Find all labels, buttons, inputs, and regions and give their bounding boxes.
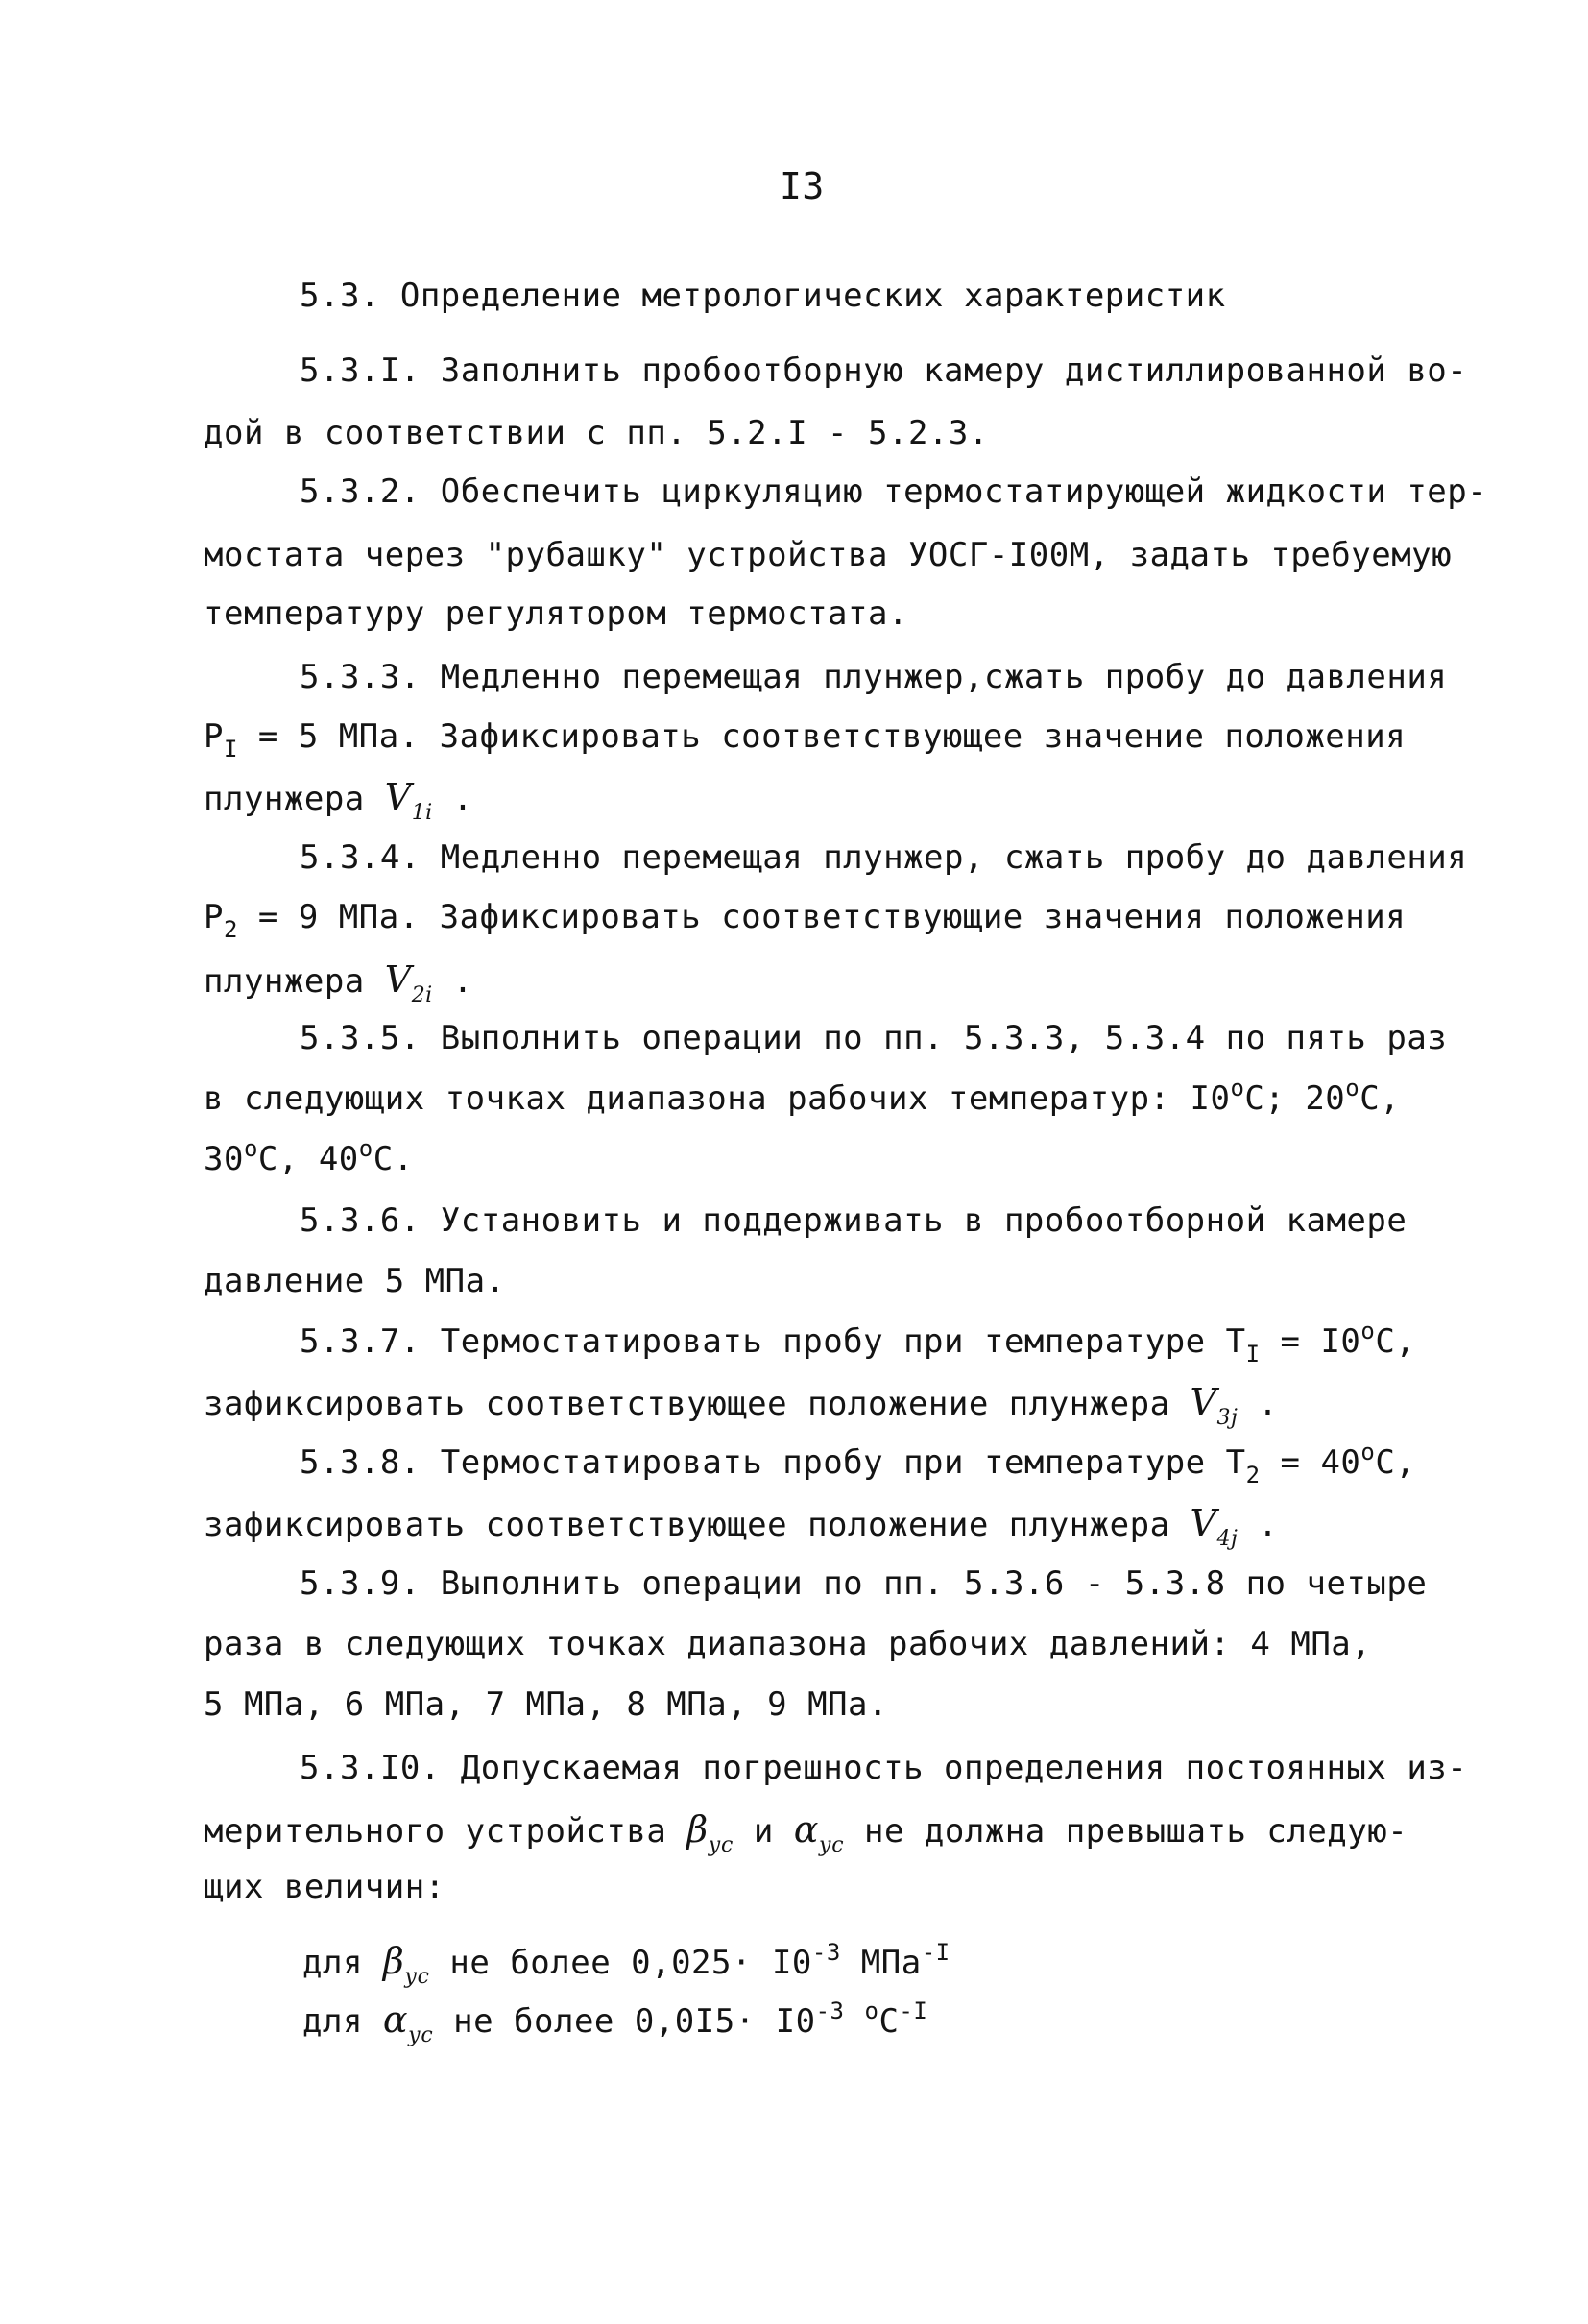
paragraph-5-3-7-line-2	[204, 1381, 1279, 1430]
handwritten-variable: V	[1190, 1502, 1217, 1544]
paragraph-text: = 5 МПа. Зафиксировать соответствующее значение положения	[237, 717, 1407, 756]
paragraph-5-3-8-line-2	[204, 1502, 1279, 1551]
paragraph-text: зафиксировать соответствующее положение плунжера	[204, 1506, 1191, 1544]
paragraph-text: 5.3.7. Термостатировать пробу при температуре Т	[300, 1322, 1246, 1361]
limit-unit: МПа	[840, 1944, 922, 1982]
handwritten-beta: β	[382, 1940, 405, 1982]
degree-superscript: o	[1345, 1075, 1360, 1101]
paragraph-5-3-2-line-2: мостата через "рубашку" устройства УОСГ-I00М, задать требуемую	[204, 536, 1453, 574]
degree-superscript: o	[1360, 1439, 1376, 1465]
unit-exponent-superscript: -I	[921, 1939, 950, 1966]
paragraph-text: 5.3.8. Термостатировать пробу при температуре Т	[300, 1443, 1246, 1482]
paragraph-text: С.	[373, 1140, 414, 1178]
temperature-subscript: 2	[1245, 1462, 1261, 1489]
paragraph-text: = I0	[1260, 1322, 1361, 1361]
paragraph-5-3-2-line-1: 5.3.2. Обеспечить циркуляцию термостатирующей жидкости тер-	[300, 472, 1488, 511]
limit-alpha	[302, 1997, 928, 2047]
paragraph-5-3-5-line-2	[204, 1075, 1401, 1118]
limit-value: не более 0,0I5· I0	[433, 2002, 816, 2041]
paragraph-5-3-5-line-1: 5.3.5. Выполнить операции по пп. 5.3.3, 5.3.4 по пять раз	[300, 1019, 1448, 1057]
paragraph-text: С; 20	[1244, 1079, 1346, 1118]
paragraph-5-3-10-line-1: 5.3.I0. Допускаемая погрешность определения постоянных из-	[300, 1749, 1468, 1787]
section-heading: 5.3. Определение метрологических характеристик	[300, 277, 1226, 315]
page-number: I3	[780, 165, 825, 207]
degree-superscript: o	[243, 1135, 258, 1162]
paragraph-5-3-4-line-1: 5.3.4. Медленно перемещая плунжер, сжать пробу до давления	[300, 838, 1468, 877]
period: .	[1238, 1385, 1279, 1423]
handwritten-subscript: ус	[818, 1833, 845, 1857]
handwritten-subscript: ус	[708, 1833, 734, 1857]
degree-superscript: o	[864, 1997, 879, 2024]
paragraph-5-3-10-line-3: щих величин:	[204, 1868, 445, 1906]
exponent-superscript: -3	[815, 1997, 845, 2024]
paragraph-5-3-4-line-3	[204, 958, 473, 1007]
degree-superscript: o	[1360, 1318, 1376, 1344]
paragraph-5-3-6-line-2: давление 5 МПа.	[204, 1262, 506, 1300]
handwritten-alpha: α	[382, 1998, 409, 2041]
paragraph-text: в следующих точках диапазона рабочих температур: I0	[204, 1079, 1231, 1118]
handwritten-variable: V	[384, 958, 412, 1001]
paragraph-5-3-1-line-2: дой в соответствии с пп. 5.2.I - 5.2.3.	[204, 414, 989, 452]
handwritten-beta: β	[686, 1808, 709, 1851]
pressure-symbol: P	[204, 898, 224, 936]
unit-exponent-superscript: -I	[899, 1997, 928, 2024]
paragraph-5-3-9-line-2: раза в следующих точках диапазона рабочих давлений: 4 МПа,	[204, 1625, 1372, 1663]
handwritten-alpha: α	[793, 1808, 819, 1851]
pressure-subscript: I	[223, 736, 238, 763]
handwritten-subscript: ус	[408, 2023, 434, 2047]
limit-beta	[302, 1939, 950, 1989]
paragraph-5-3-10-line-2	[204, 1808, 1408, 1857]
paragraph-text: и	[733, 1812, 794, 1851]
handwritten-variable: V	[384, 776, 412, 818]
pressure-symbol: P	[204, 717, 224, 756]
degree-superscript: o	[358, 1135, 373, 1162]
limit-value: не более 0,025· I0	[429, 1944, 812, 1982]
handwritten-subscript: 4j	[1216, 1527, 1239, 1551]
paragraph-5-3-3-line-3	[204, 776, 473, 825]
pressure-subscript: 2	[223, 916, 238, 943]
period: .	[432, 780, 473, 818]
paragraph-5-3-6-line-1: 5.3.6. Установить и поддерживать в пробоотборной камере	[300, 1201, 1408, 1240]
limit-unit: С	[878, 2002, 900, 2041]
paragraph-text: С,	[1375, 1322, 1416, 1361]
limit-prefix: для	[302, 2002, 383, 2041]
paragraph-text: мерительного устройства	[204, 1812, 687, 1851]
handwritten-variable: V	[1190, 1381, 1217, 1423]
paragraph-5-3-1-line-1: 5.3.I. Заполнить пробоотборную камеру дистиллированной во-	[300, 351, 1468, 390]
limit-unit	[845, 2002, 865, 2041]
paragraph-text: = 9 МПа. Зафиксировать соответствующие значения положения	[237, 898, 1407, 936]
handwritten-subscript: 3j	[1216, 1406, 1239, 1430]
period: .	[432, 962, 473, 1001]
handwritten-subscript: ус	[404, 1965, 430, 1989]
paragraph-5-3-3-line-1: 5.3.3. Медленно перемещая плунжер,сжать пробу до давления	[300, 658, 1448, 696]
paragraph-5-3-4-line-2	[204, 898, 1407, 943]
paragraph-text: С, 40	[257, 1140, 359, 1178]
degree-superscript: o	[1230, 1075, 1245, 1101]
limit-prefix: для	[302, 1944, 383, 1982]
paragraph-text: не должна превышать следую-	[844, 1812, 1408, 1851]
temperature-subscript: I	[1245, 1341, 1261, 1368]
paragraph-5-3-5-line-3	[204, 1135, 414, 1178]
paragraph-5-3-8-line-1	[300, 1439, 1416, 1489]
paragraph-text: = 40	[1260, 1443, 1361, 1482]
paragraph-5-3-2-line-3: температуру регулятором термостата.	[204, 594, 908, 633]
handwritten-subscript: 1i	[411, 801, 433, 825]
paragraph-text: 30	[204, 1140, 244, 1178]
paragraph-5-3-9-line-1: 5.3.9. Выполнить операции по пп. 5.3.6 - 5.3.8 по четыре	[300, 1564, 1428, 1603]
paragraph-text: зафиксировать соответствующее положение плунжера	[204, 1385, 1191, 1423]
exponent-superscript: -3	[811, 1939, 841, 1966]
paragraph-text: С,	[1359, 1079, 1401, 1118]
period: .	[1238, 1506, 1279, 1544]
handwritten-subscript: 2i	[411, 983, 433, 1007]
paragraph-text: плунжера	[204, 780, 385, 818]
paragraph-5-3-3-line-2	[204, 717, 1407, 763]
paragraph-5-3-7-line-1	[300, 1318, 1416, 1368]
paragraph-text: плунжера	[204, 962, 385, 1001]
paragraph-text: С,	[1375, 1443, 1416, 1482]
paragraph-5-3-9-line-3: 5 МПа, 6 МПа, 7 МПа, 8 МПа, 9 МПа.	[204, 1685, 888, 1724]
